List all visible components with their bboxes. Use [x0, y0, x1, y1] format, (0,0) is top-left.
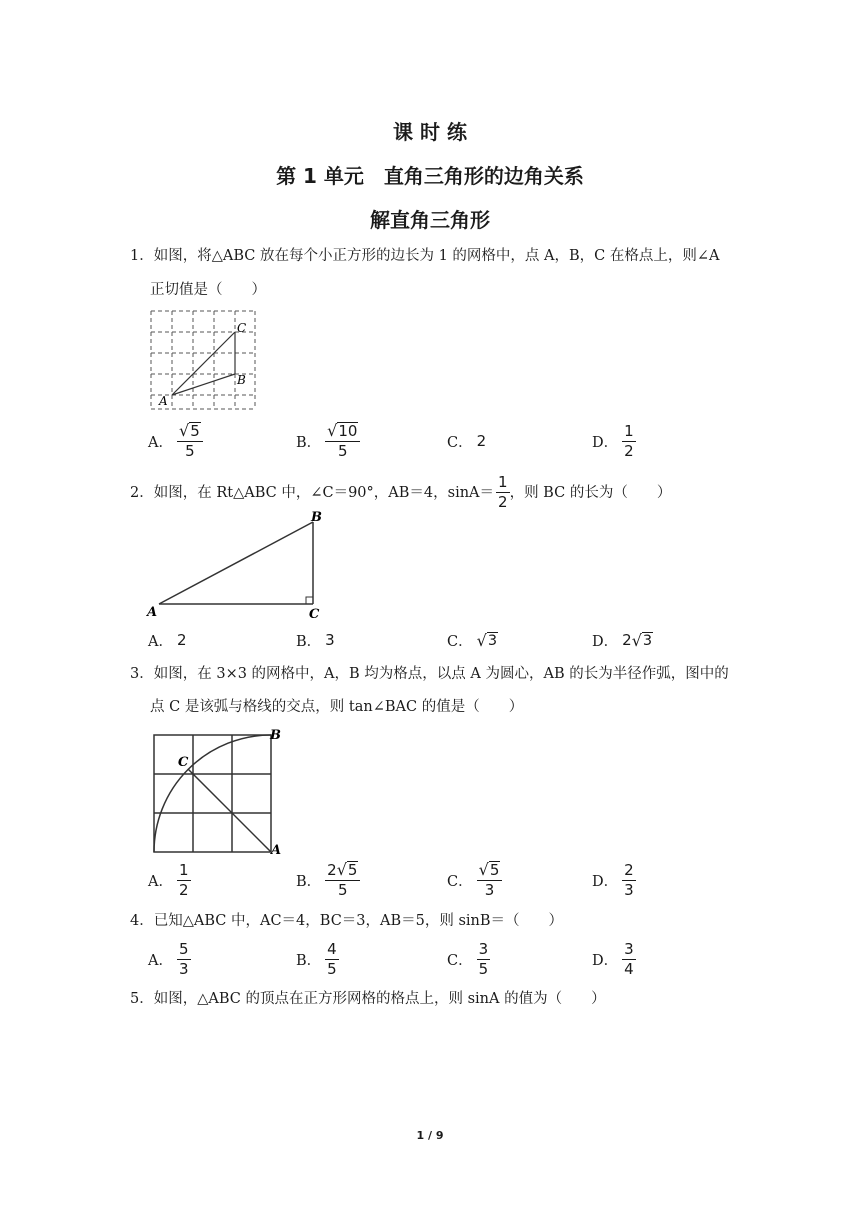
question-4	[130, 911, 563, 931]
question-text: 如图，△ABC 的顶点在正方形网格的格点上，则 sinA 的值为（ ）	[153, 991, 606, 1007]
question-2: 2． 如图，在 Rt△ABC 中，∠C＝90°，AB＝4，sinA＝ $\frac{1}{2}$ ，则 BC 的长为（ ）	[130, 473, 672, 511]
q3-option-b[interactable]: B． 2 √ 5 5	[296, 860, 360, 900]
question-number: 4．	[130, 913, 154, 929]
page-number: 1 / 9	[416, 1129, 444, 1142]
q1-option-a[interactable]: A． √ 5 5	[148, 421, 203, 461]
question-3	[130, 664, 729, 684]
question-number: 2．	[130, 484, 154, 501]
q3-arc-figure	[145, 727, 290, 859]
question-3-line2: 点 C 是该弧与格线的交点，则 tan∠BAC 的值是（ ）	[150, 699, 524, 715]
q1-option-d[interactable]: D． $\frac{1}{2}$	[592, 421, 634, 460]
question-number: 1．	[130, 248, 154, 264]
question-1	[130, 246, 720, 266]
q4-option-a[interactable]: A． $\frac{5}{3}$	[148, 939, 189, 978]
doc-title: 课 时 练	[393, 120, 467, 144]
question-text: 如图，在 Rt△ABC 中，∠C＝90°，AB＝4，sinA＝	[153, 484, 495, 501]
q3-option-d[interactable]: D． $\frac{2}{3}$	[592, 860, 634, 899]
q1-option-b[interactable]: B． √ 10 5	[296, 421, 360, 461]
question-text-end: ，则 BC 的长为（ ）	[509, 484, 672, 501]
label-c: C	[237, 321, 247, 335]
label-a: A	[271, 843, 282, 858]
question-text: 已知△ABC 中，AC＝4，BC＝3，AB＝5，则 sinB＝（ ）	[153, 913, 564, 929]
q4-option-b[interactable]: B． $\frac{4}{5}$	[296, 939, 337, 978]
q2-option-a[interactable]: A． 2	[148, 631, 187, 650]
q1-grid-figure	[145, 305, 265, 415]
label-c: C	[178, 755, 189, 770]
question-text: 如图，在 3×3 的网格中，A，B 均为格点，以点 A 为圆心，AB 的长为半径作弧，图中的	[153, 666, 729, 682]
q4-option-d[interactable]: D． $\frac{3}{4}$	[592, 939, 634, 978]
section-title: 解直角三角形	[370, 208, 490, 232]
label-c: C	[309, 607, 320, 620]
q2-triangle-figure	[145, 508, 335, 620]
question-1-line2: 正切值是（ ）	[150, 282, 266, 298]
label-b: B	[311, 510, 322, 525]
unit-title: 第 1 单元 直角三角形的边角关系	[276, 164, 584, 188]
label-a: A	[159, 394, 168, 408]
label-b: B	[237, 373, 246, 387]
q2-option-b[interactable]: B． 3	[296, 631, 335, 650]
question-text: 如图，将△ABC 放在每个小正方形的边长为 1 的网格中，点 A，B，C 在格点上，则∠A	[153, 248, 720, 264]
question-number: 5．	[130, 991, 154, 1007]
label-b: B	[270, 728, 281, 743]
q2-option-c[interactable]: C． √ 3	[447, 630, 498, 650]
q3-option-c[interactable]: C． √ 5 3	[447, 860, 502, 900]
label-a: A	[147, 605, 158, 620]
q3-option-a[interactable]: A． $\frac{1}{2}$	[148, 860, 189, 899]
q1-option-c[interactable]: C． 2	[447, 432, 487, 451]
q4-option-c[interactable]: C． $\frac{3}{5}$	[447, 939, 489, 978]
q2-option-d[interactable]: D． 2 √ 3	[592, 630, 653, 650]
question-5	[130, 989, 606, 1009]
question-number: 3．	[130, 666, 154, 682]
